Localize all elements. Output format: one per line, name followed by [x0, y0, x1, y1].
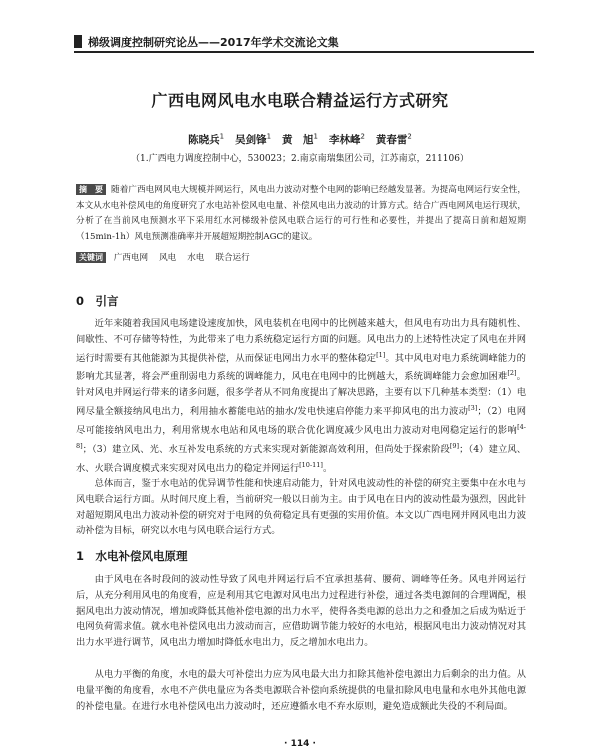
section-heading-introduction: 0 引言 [76, 294, 119, 308]
keywords-label: 关键词 [76, 252, 106, 263]
header-marker-block [74, 35, 82, 48]
body-text: ；（3）建立风、光、水互补发电系统的方式来实现对新能源高效利用，但尚处于探索阶段 [82, 444, 450, 456]
running-header [74, 33, 534, 53]
citation: [3] [468, 404, 478, 413]
keyword: 联合运行 [215, 253, 250, 263]
abstract-label: 摘 要 [76, 184, 106, 195]
body-text: 。针对风电并网运行带来的诸多问题，很多学者从不同角度提出了解决思路，主要有以下几种基本类型：（1）电网尽量全额接纳风电出力，利用抽水蓄能电站的抽水/发电快速启停能力来平抑风电的出力波动 [76, 371, 526, 418]
body-text: 近年来随着我国风电场建设速度加快，风电装机在电网中的比例越来越大，但风电有功出力具有随机性、间歇性、不可存储等特性，为此带来了电力系统稳定运行方面的问题。风电出力的上述特性决定了风电在并网运行时需要有其他能源为其提供补偿，从而保证电网出力水平的整体稳定 [76, 318, 526, 364]
author-affil-mark: 1 [313, 132, 318, 141]
intro-paragraph-2: 总体而言，鉴于水电站的优异调节性能和快速启动能力，针对风电波动性的补偿的研究主要集中在水电与风电联合运行方面。从时间尺度上看，当前研究一般以日前为主。由于风电在日内的波动性最为强烈，因此针对超短期风电出力波动补偿的研究对于电网的负荷稳定具有更强的实用价值。本文以广西电网并网风电出力波动补偿为目标，研究以水电与风电联合运行方式。 [76, 478, 526, 537]
author-affil-mark: 1 [219, 132, 225, 141]
author-name: 黄春雷 [375, 134, 408, 146]
citation: [10-11] [299, 460, 323, 469]
citation: [1] [376, 350, 386, 359]
keywords [76, 251, 526, 265]
intro-paragraph-1 [76, 316, 526, 477]
affiliation: （1.广西电力调度控制中心，530023；2.南京南瑞集团公司，江苏南京，211106） [131, 154, 469, 164]
author-name: 陈晓兵 [188, 134, 220, 146]
section-heading-principle: 1 水电补偿风电原理 [76, 549, 188, 563]
keyword: 水电 [187, 253, 205, 263]
author-affil-mark: 2 [407, 132, 412, 141]
author-list [0, 132, 600, 147]
page-number: · 114 · [284, 739, 316, 749]
author-name: 李林峰 [328, 134, 361, 146]
citation: [2] [507, 369, 517, 378]
principle-paragraph-2: 从电力平衡的角度，水电的最大可补偿出力应为风电最大出力扣除其他补偿电源出力后剩余的出力值。从电量平衡的角度看，水电不产供电量应为各类电源联合补偿向系统提供的电量扣除风电电量和水电外其他电源的补偿电量。在进行水电补偿风电出力波动时，还应遵循水电不弃水原则，避免造成额此失役的不利局面。 [76, 669, 526, 712]
author-name: 黄 旭 [282, 134, 314, 146]
abstract [76, 183, 526, 245]
paper-title: 广西电网风电水电联合精益运行方式研究 [151, 91, 449, 110]
author-affil-mark: 2 [360, 132, 365, 141]
keyword: 广西电网 [113, 253, 149, 263]
body-text: ；（4）建立风、水、火联合调度模式来实现对风电出力的稳定并网运行 [76, 444, 527, 474]
keyword: 风电 [159, 253, 177, 263]
citation: [4-8] [76, 423, 526, 450]
abstract-text: 随着广西电网风电大规模并网运行，风电出力波动对整个电网的影响已经越发显著。为提高电网运行安全性，本文从水电补偿风电的角度研究了水电站补偿风电电量、补偿风电出力波动的计算方式。结合广西电网风电运行现状，分析了在当前风电预测水平下采用红水河梯级补偿风电联合运行的可行性和必要性，并提出了提高日前和超短期（15min-1h）风电预测准确率并开展超短期控制AGC的建议。 [76, 185, 526, 242]
body-text: 。 [322, 462, 333, 474]
principle-paragraph-1: 由于风电在各时段间的波动性导致了风电并网运行后不宜承担基荷、腰荷、调峰等任务。风电并网运行后，从充分利用风电的角度看，应是利用其它电源对风电出力过程进行补偿，通过各类电源间的合理调配，根据风电出力波动情况，增加或降低其他补偿电源的出力水平，使得各类电源的总出力之和叠加之后成为贴近于电网负荷需求值。就水电补偿风电出力波动而言，应借助调节能力较好的水电站，根据风电出力波动情况对其出力水平进行调节，风电出力增加时降低水电出力，反之增加水电出力。 [76, 574, 526, 649]
body-text: 。其中风电对电力系统调峰能力的影响尤其显著，将会严重削弱电力系统的调峰能力，风电在电网中的比例越大，系统调峰能力会愈加困难 [76, 352, 526, 383]
author-name: 吴剑锋 [235, 134, 267, 146]
author-affil-mark: 1 [266, 132, 272, 141]
citation: [9] [449, 441, 460, 450]
series-title: 梯级调度控制研究论丛——2017年学术交流论文集 [88, 36, 339, 49]
body-text: ；（2）电网尽可能接纳风电出力，利用常规水电站和风电场的联合优化调度减少风电出力波动对电网稳定运行的影响 [76, 406, 527, 437]
